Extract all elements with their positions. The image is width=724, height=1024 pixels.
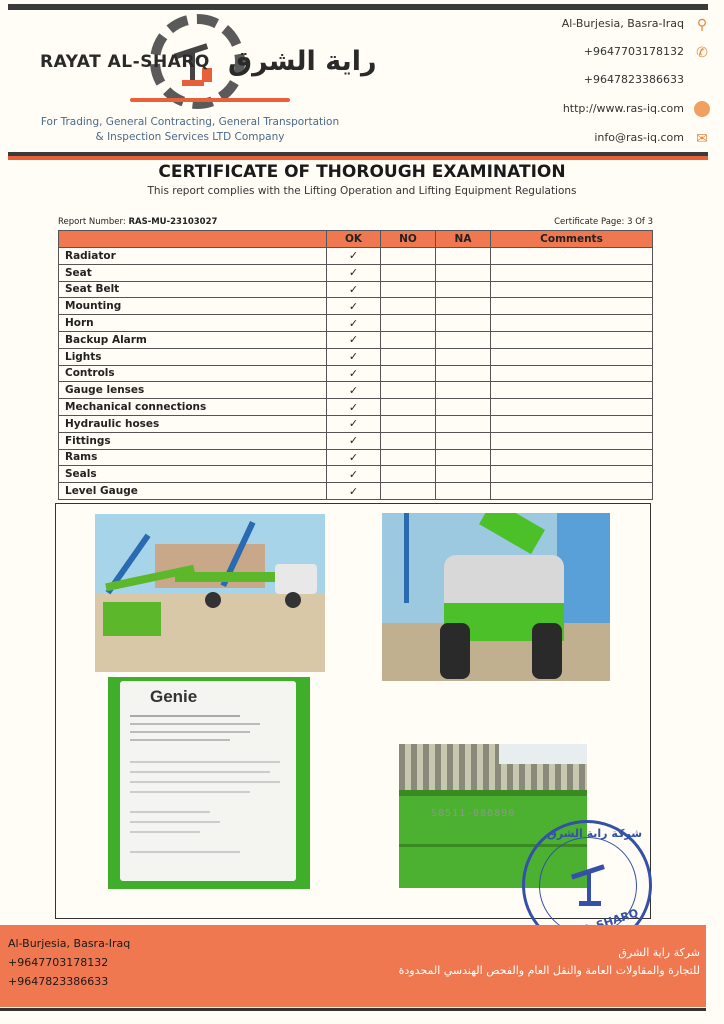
table-row xyxy=(59,315,653,332)
photo-boom-lifts-yard xyxy=(95,514,325,672)
table-row xyxy=(59,399,653,416)
inspection-item: Gauge lenses xyxy=(59,382,327,399)
table-row xyxy=(59,483,653,500)
cell-no xyxy=(381,264,436,281)
inspection-item: Seals xyxy=(59,466,327,483)
stamp-pump-icon xyxy=(569,861,611,909)
footer-company-desc-ar: للتجارة والمقاولات العامة والنقل العام والفحص الهندسي المحدودة xyxy=(398,964,700,977)
cell-comments xyxy=(491,264,653,281)
cell-ok: ✓ xyxy=(327,399,381,416)
inspection-item: Rams xyxy=(59,449,327,466)
globe-icon xyxy=(694,101,710,117)
table-row xyxy=(59,298,653,315)
footer-address: Al-Burjesia, Basra-Iraq xyxy=(8,937,131,950)
nameplate xyxy=(120,681,296,881)
tagline-line-1: For Trading, General Contracting, General Transportation xyxy=(40,116,340,128)
cell-ok: ✓ xyxy=(327,331,381,348)
bottom-rule xyxy=(0,1008,706,1011)
cell-comments xyxy=(491,331,653,348)
contact-email[interactable]: info@ras-iq.com xyxy=(594,131,684,144)
photo-boom-lift-rear xyxy=(382,513,610,681)
footer-company-ar: شركة راية الشرق xyxy=(618,946,700,959)
inspection-item: Lights xyxy=(59,348,327,365)
cell-no xyxy=(381,382,436,399)
contact-phone-1: +9647703178132 xyxy=(583,45,684,58)
phone-icon: ✆ xyxy=(696,45,708,61)
cell-ok: ✓ xyxy=(327,315,381,332)
cell-no xyxy=(381,298,436,315)
contact-website[interactable]: http://www.ras-iq.com xyxy=(562,102,684,115)
cell-comments xyxy=(491,348,653,365)
cell-comments xyxy=(491,382,653,399)
serial-stencil-text: S8511-088890 xyxy=(431,808,516,819)
cell-comments xyxy=(491,432,653,449)
footer-phone-1: +9647703178132 xyxy=(8,956,109,969)
cell-na xyxy=(436,483,491,500)
table-row xyxy=(59,415,653,432)
cell-comments xyxy=(491,365,653,382)
contact-phone-2: +9647823386633 xyxy=(583,73,684,86)
cell-na xyxy=(436,348,491,365)
column-header-ok: OK xyxy=(327,231,381,248)
inspection-item: Level Gauge xyxy=(59,483,327,500)
cell-ok: ✓ xyxy=(327,483,381,500)
cell-ok: ✓ xyxy=(327,449,381,466)
cell-comments xyxy=(491,483,653,500)
inspection-item: Backup Alarm xyxy=(59,331,327,348)
cell-no xyxy=(381,248,436,265)
inspection-item: Controls xyxy=(59,365,327,382)
location-pin-icon: ⚲ xyxy=(696,17,708,33)
cell-comments xyxy=(491,298,653,315)
inspection-item: Seat xyxy=(59,264,327,281)
table-row xyxy=(59,281,653,298)
cell-comments xyxy=(491,248,653,265)
cell-na xyxy=(436,415,491,432)
cell-ok: ✓ xyxy=(327,264,381,281)
cell-comments xyxy=(491,466,653,483)
cell-ok: ✓ xyxy=(327,432,381,449)
cell-no xyxy=(381,281,436,298)
header-divider-orange xyxy=(8,156,708,160)
table-row xyxy=(59,382,653,399)
cell-na xyxy=(436,432,491,449)
logo-text-ar: راية الشرق xyxy=(228,46,377,77)
cell-na xyxy=(436,365,491,382)
inspection-item: Fittings xyxy=(59,432,327,449)
cell-ok: ✓ xyxy=(327,248,381,265)
logo-text-en: RAYAT AL-SHARQ xyxy=(40,52,210,72)
cell-na xyxy=(436,449,491,466)
table-row xyxy=(59,248,653,265)
cell-na xyxy=(436,331,491,348)
certificate-title: CERTIFICATE OF THOROUGH EXAMINATION xyxy=(158,162,566,182)
contact-address: Al-Burjesia, Basra-Iraq xyxy=(561,17,684,30)
inspection-item: Radiator xyxy=(59,248,327,265)
cell-no xyxy=(381,365,436,382)
cell-ok: ✓ xyxy=(327,382,381,399)
table-row xyxy=(59,432,653,449)
footer-phone-2: +9647823386633 xyxy=(8,975,109,988)
certificate-subtitle: This report complies with the Lifting Operation and Lifting Equipment Regulations xyxy=(147,185,577,197)
logo-swoosh xyxy=(130,98,290,102)
cell-no xyxy=(381,415,436,432)
inspection-item: Horn xyxy=(59,315,327,332)
column-header-item xyxy=(59,231,327,248)
report-number xyxy=(58,217,217,227)
cell-na xyxy=(436,466,491,483)
cell-na xyxy=(436,264,491,281)
cell-no xyxy=(381,449,436,466)
cell-na xyxy=(436,382,491,399)
cell-na xyxy=(436,399,491,416)
report-number-label: Report Number: xyxy=(58,217,129,227)
cell-na xyxy=(436,248,491,265)
column-header-na: NA xyxy=(436,231,491,248)
cell-ok: ✓ xyxy=(327,281,381,298)
cell-no xyxy=(381,331,436,348)
cell-comments xyxy=(491,399,653,416)
cell-no xyxy=(381,432,436,449)
table-row xyxy=(59,365,653,382)
inspection-item: Hydraulic hoses xyxy=(59,415,327,432)
top-rule xyxy=(8,4,708,10)
cell-ok: ✓ xyxy=(327,348,381,365)
mail-icon: ✉ xyxy=(696,131,708,147)
table-row xyxy=(59,449,653,466)
cell-comments xyxy=(491,415,653,432)
inspection-item: Seat Belt xyxy=(59,281,327,298)
table-row xyxy=(59,466,653,483)
examination-table xyxy=(58,230,653,500)
table-body xyxy=(59,248,653,500)
cell-comments xyxy=(491,281,653,298)
table-row xyxy=(59,348,653,365)
stamp-text-ar: شركة راية الشرق xyxy=(547,827,643,840)
cell-ok: ✓ xyxy=(327,415,381,432)
inspection-item: Mounting xyxy=(59,298,327,315)
nameplate-brand: Genie xyxy=(150,687,198,706)
cell-ok: ✓ xyxy=(327,298,381,315)
photo-genie-nameplate xyxy=(108,677,310,889)
cell-na xyxy=(436,315,491,332)
inspection-item: Mechanical connections xyxy=(59,399,327,416)
cell-no xyxy=(381,399,436,416)
cell-ok: ✓ xyxy=(327,466,381,483)
table-header-row xyxy=(59,231,653,248)
table-row xyxy=(59,264,653,281)
cell-ok: ✓ xyxy=(327,365,381,382)
tagline-line-2: & Inspection Services LTD Company xyxy=(95,131,285,143)
cell-no xyxy=(381,466,436,483)
cell-no xyxy=(381,315,436,332)
company-tagline xyxy=(40,115,340,145)
column-header-comments: Comments xyxy=(491,231,653,248)
cell-no xyxy=(381,348,436,365)
column-header-no: NO xyxy=(381,231,436,248)
cell-comments xyxy=(491,449,653,466)
certificate-page: Certificate Page: 3 Of 3 xyxy=(554,217,653,227)
table-row xyxy=(59,331,653,348)
report-number-value: RAS-MU-23103027 xyxy=(128,217,218,227)
cell-comments xyxy=(491,315,653,332)
cell-no xyxy=(381,483,436,500)
cell-na xyxy=(436,281,491,298)
cell-na xyxy=(436,298,491,315)
